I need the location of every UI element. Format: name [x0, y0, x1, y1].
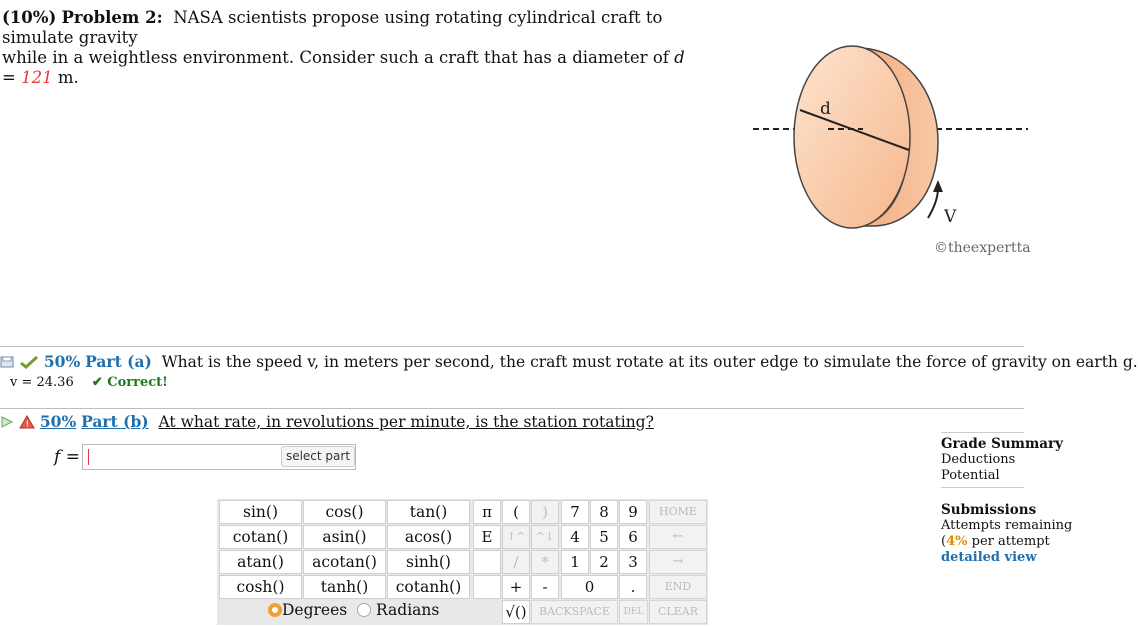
- blank-key: [473, 550, 501, 574]
- digit-5-key[interactable]: 5: [590, 525, 618, 549]
- tanh-key[interactable]: tanh(): [303, 575, 386, 599]
- warning-icon: [19, 415, 35, 429]
- part-a-status: ✔ Correct!: [91, 375, 168, 390]
- problem-text-line2: while in a weightless environment. Consider such a craft that has a diameter of: [2, 48, 669, 67]
- cotanh-key[interactable]: cotanh(): [387, 575, 470, 599]
- cos-key[interactable]: cos(): [303, 500, 386, 524]
- digit-6-key[interactable]: 6: [619, 525, 647, 549]
- problem-statement: [2, 8, 702, 88]
- diameter-var: d: [674, 48, 685, 67]
- sinh-key[interactable]: sinh(): [387, 550, 470, 574]
- play-icon[interactable]: [0, 415, 14, 429]
- decimal-key[interactable]: .: [619, 575, 647, 599]
- figure-v-label: V: [944, 207, 957, 227]
- digit-2-key[interactable]: 2: [590, 550, 618, 574]
- e-key[interactable]: E: [473, 525, 501, 549]
- radians-label: Radians: [376, 601, 440, 619]
- sqrt-key[interactable]: √(): [502, 600, 530, 624]
- svg-text:!: !: [25, 420, 30, 430]
- minus-key[interactable]: -: [531, 575, 559, 599]
- right-arrow-key[interactable]: →: [649, 550, 707, 574]
- per-attempt-percent: 4%: [946, 534, 968, 549]
- part-a-label[interactable]: Part (a): [85, 352, 152, 371]
- part-a-header: [0, 352, 1138, 371]
- cylinder-figure: [748, 30, 1028, 240]
- submissions-panel: [941, 502, 1073, 566]
- part-b-header: [0, 412, 654, 431]
- degrees-radio[interactable]: [268, 603, 282, 617]
- delete-key[interactable]: DEL: [619, 600, 648, 624]
- detailed-view-link[interactable]: detailed view: [941, 550, 1037, 565]
- per-attempt-text: per attempt: [967, 534, 1050, 549]
- lparen-key[interactable]: (: [502, 500, 530, 524]
- part-b-percent[interactable]: 50%: [39, 412, 77, 431]
- multiply-key[interactable]: *: [531, 550, 559, 574]
- digit-4-key[interactable]: 4: [561, 525, 589, 549]
- home-key[interactable]: HOME: [649, 500, 707, 524]
- degrees-label: Degrees: [282, 601, 348, 619]
- divider: [0, 408, 1024, 409]
- clear-key[interactable]: CLEAR: [649, 600, 707, 624]
- problem-weight: (10%): [2, 8, 57, 27]
- part-a-percent: 50%: [43, 352, 81, 371]
- cosh-key[interactable]: cosh(): [219, 575, 302, 599]
- deductions-label: Deductions: [941, 452, 1016, 467]
- blank-key: [473, 575, 501, 599]
- acotan-key[interactable]: acotan(): [303, 550, 386, 574]
- diameter-value: 121: [21, 68, 53, 87]
- digit-3-key[interactable]: 3: [619, 550, 647, 574]
- digit-8-key[interactable]: 8: [590, 500, 618, 524]
- power-key[interactable]: ↑^: [502, 525, 530, 549]
- plus-key[interactable]: +: [502, 575, 530, 599]
- grade-summary-panel: [941, 436, 1063, 484]
- divide-key[interactable]: /: [502, 550, 530, 574]
- save-icon[interactable]: [0, 356, 14, 368]
- tan-key[interactable]: tan(): [387, 500, 470, 524]
- acos-key[interactable]: acos(): [387, 525, 470, 549]
- sin-key[interactable]: sin(): [219, 500, 302, 524]
- digit-1-key[interactable]: 1: [561, 550, 589, 574]
- grade-summary-heading: Grade Summary: [941, 436, 1063, 452]
- part-a-answer-line: [10, 375, 168, 390]
- figure-d-label: d: [820, 99, 831, 119]
- sidebar-divider: [941, 432, 1024, 433]
- end-key[interactable]: END: [649, 575, 707, 599]
- digit-0-key[interactable]: 0: [561, 575, 618, 599]
- left-arrow-key[interactable]: ←: [649, 525, 707, 549]
- asin-key[interactable]: asin(): [303, 525, 386, 549]
- attempts-label: Attempts remaining: [941, 518, 1073, 533]
- pi-key[interactable]: π: [473, 500, 501, 524]
- cotan-key[interactable]: cotan(): [219, 525, 302, 549]
- part-a-answer: v = 24.36: [10, 375, 74, 390]
- text-cursor: [88, 449, 89, 465]
- part-b-question: At what rate, in revolutions per minute, is the station rotating?: [158, 413, 654, 431]
- select-part-button[interactable]: select part: [281, 446, 355, 467]
- atan-key[interactable]: atan(): [219, 550, 302, 574]
- digit-7-key[interactable]: 7: [561, 500, 589, 524]
- potential-label: Potential: [941, 468, 1000, 483]
- diameter-unit: m.: [52, 68, 79, 87]
- sidebar-divider: [941, 487, 1024, 488]
- per-attempt-line: (4% per attempt: [941, 534, 1050, 549]
- problem-title: Problem 2:: [61, 8, 163, 27]
- backspace-key[interactable]: BACKSPACE: [531, 600, 618, 624]
- angle-mode-selector: [268, 601, 439, 619]
- submissions-heading: Submissions: [941, 502, 1037, 518]
- diameter-eq: =: [2, 68, 22, 87]
- divider: [0, 346, 1024, 347]
- check-icon: [19, 355, 39, 369]
- part-b-label[interactable]: Part (b): [81, 412, 149, 431]
- part-a-question: What is the speed v, in meters per second, the craft must rotate at its outer edge to simulate the force of gravity on earth g.: [161, 353, 1138, 371]
- figure-credit: ©theexpertta: [934, 240, 1031, 256]
- problem-text-line1: NASA scientists propose using rotating cylindrical craft to simulate gravity: [2, 8, 663, 47]
- rparen-key[interactable]: ): [531, 500, 559, 524]
- f-variable-label: f =: [54, 447, 80, 467]
- digit-9-key[interactable]: 9: [619, 500, 647, 524]
- subscript-key[interactable]: ^↓: [531, 525, 559, 549]
- radians-radio[interactable]: [357, 603, 371, 617]
